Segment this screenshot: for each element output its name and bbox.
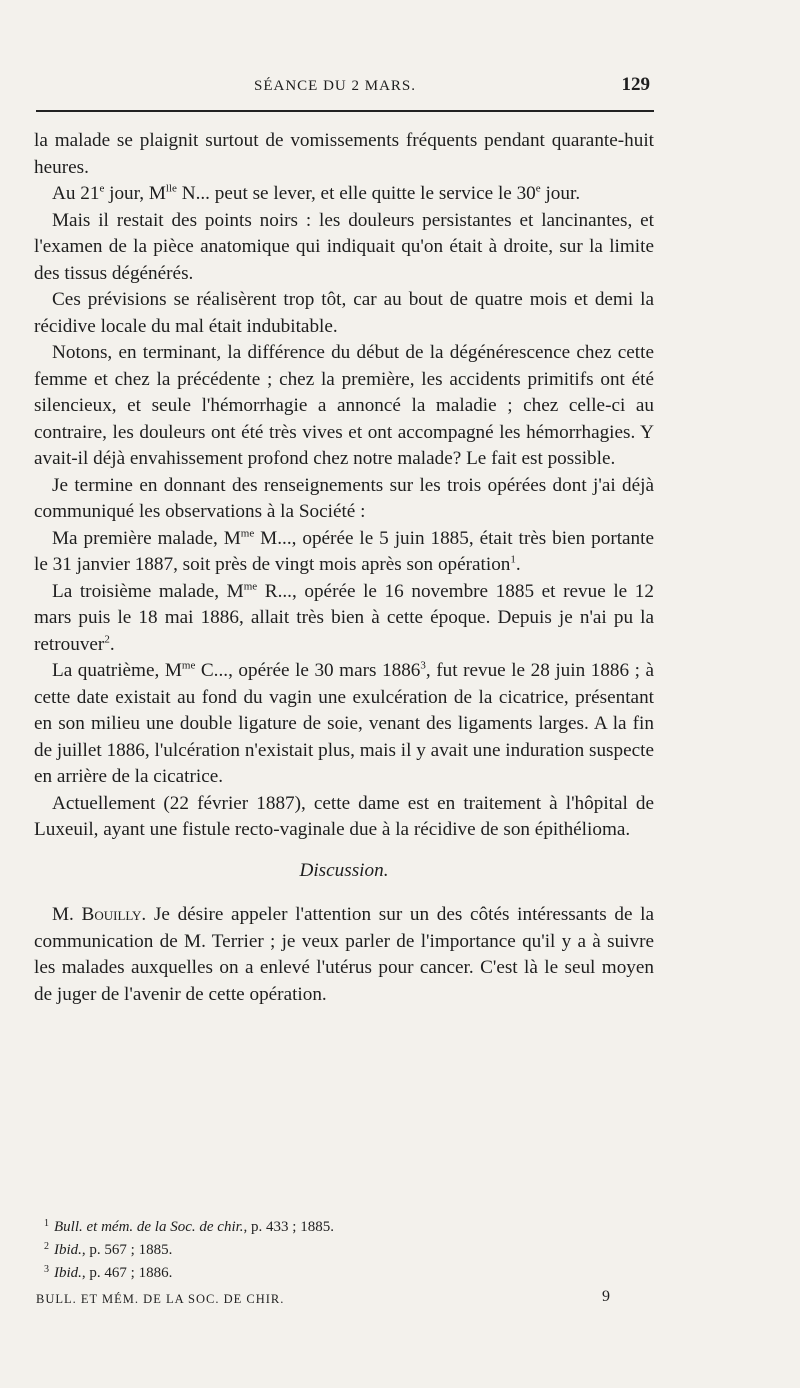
footnote-3: $^3$ Ibid., p. 467 ; 1886. <box>44 1264 173 1281</box>
running-title: SÉANCE DU 2 MARS. <box>254 78 417 94</box>
printer-signature <box>36 1288 658 1310</box>
paragraph-8: La troisième malade, $M^{me}$ R..., opérée le 16 novembre 1885 et revue le 12 mars puis le 18 mai 1886, allait très bien à cette époque. Depuis je n'ai pu la retrouver$^2$. <box>34 580 654 655</box>
header-rule <box>36 110 654 112</box>
page-number: 129 <box>621 74 650 95</box>
footnote-ref-3: 3 <box>420 659 426 672</box>
paragraph-3: Mais il restait des points noirs : les douleurs persistantes et lancinantes, et l'examen de la pièce anatomique qui indiquait qu'on était à droite, sur la limite des tissus dégénérés. <box>34 209 654 284</box>
footnote-ref-2: 2 <box>104 633 110 646</box>
paragraph-4: Ces prévisions se réalisèrent trop tôt, car au bout de quatre mois et demi la récidive locale du mal était indubitable. <box>34 289 654 337</box>
signature-text: BULL. ET MÉM. DE LA SOC. DE CHIR. <box>36 1292 285 1306</box>
paragraph-7: Ma première malade, $M^{me}$ M..., opérée le 5 juin 1885, était très bien portante le 31 janvier 1887, soit près de vingt mois après son opération$^1$. <box>34 527 654 575</box>
footnote-1: $^1$ Bull. et mém. de la Soc. de chir., p. 433 ; 1885. <box>44 1218 334 1235</box>
paragraph-6: Je termine en donnant des renseignements sur les trois opérées dont j'ai déjà communiqué les observations à la Société : <box>34 474 654 522</box>
signature-number: 9 <box>602 1288 610 1305</box>
paragraph-11: M. Bouilly. Je désire appeler l'attention sur un des côtés intéressants de la communication de M. Terrier ; je veux parler de l'importance qu'il y a à suivre les malades auxquelles on a enlevé l'utérus pour cancer. C'est là le seul moyen de juger de l'avenir de cette opération. <box>34 904 655 1005</box>
speaker-name: M. Bouilly. <box>52 904 147 925</box>
paragraph-5: Notons, en terminant, la différence du début de la dégénérescence chez cette femme et chez la précédente ; chez la première, les accidents primitifs ont été silencieux, et seule l'hémorrhagie a annoncé la maladie ; chez celle-ci au contraire, les douleurs ont été très vives et ont accompagné les hémorrhagies. Y avait-il déjà envahissement profond chez notre malade? Le fait est possible. <box>34 342 654 469</box>
footnote-2: $^2$ Ibid., p. 567 ; 1885. <box>44 1241 173 1258</box>
body-text <box>34 128 654 1008</box>
paragraph-9: La quatrième, $M^{me}$ C..., opérée le 30 mars 1886$^3$, fut revue le 28 juin 1886 ; à cette date existait au fond du vagin une exulcération de la cicatrice, présentant en son milieu une double ligature de soie, venant des ligaments larges. A la fin de juillet 1886, l'ulcération n'existait plus, mais il y avait une induration suspecte en arrière de la cicatrice. <box>34 659 655 787</box>
paragraph-1: la malade se plaignit surtout de vomissements fréquents pendant quarante-huit heures. <box>34 130 654 178</box>
footnote-ref-1: 1 <box>510 553 516 566</box>
footnotes <box>44 1214 654 1283</box>
discussion-heading: Discussion. <box>299 859 389 881</box>
page-header <box>36 74 654 104</box>
paragraph-10: Actuellement (22 février 1887), cette dame est en traitement à l'hôpital de Luxeuil, ayant une fistule recto-vaginale due à la récidive de son épithélioma. <box>34 792 654 840</box>
paragraph-2: Au 21e jour, $M^{lle}$ N... peut se lever, et elle quitte le service le 30e jour. <box>52 182 581 204</box>
